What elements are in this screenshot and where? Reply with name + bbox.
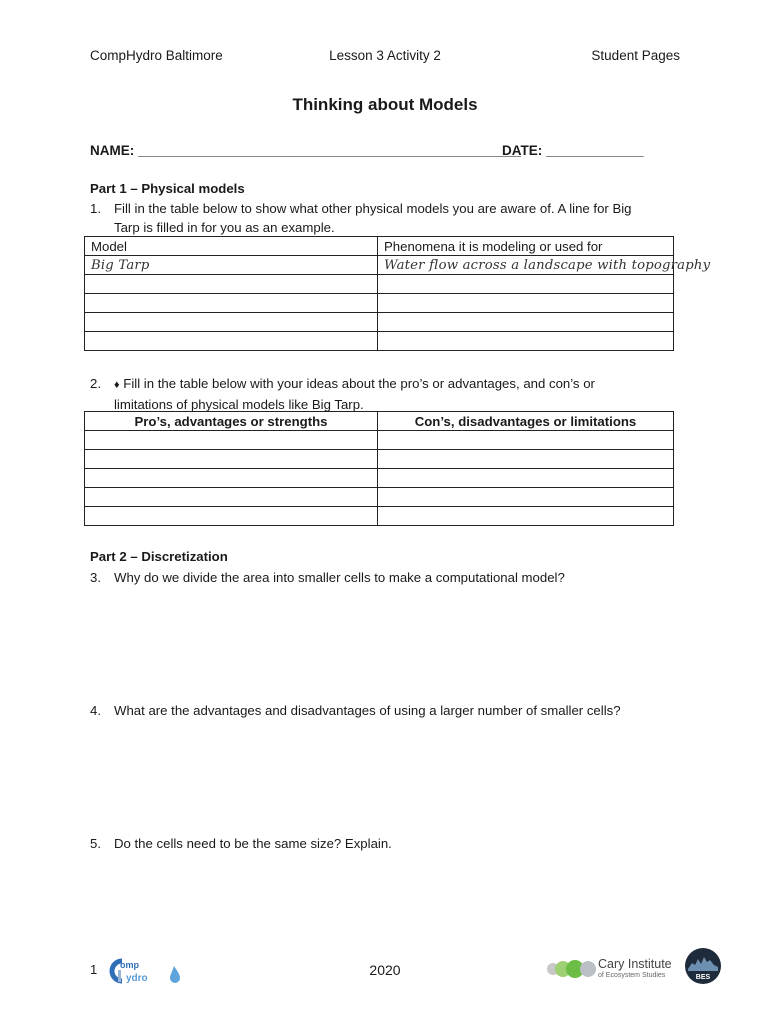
question-number: 5. [90,836,101,851]
question-text: What are the advantages and disadvantages of using a larger number of smaller cells? [114,703,621,718]
question-2 [90,374,690,414]
column-header: Model [85,237,378,256]
column-header: Pro’s, advantages or strengths [85,412,378,431]
name-field[interactable]: NAME: ___________________________________________________ [90,143,521,158]
header-left: CompHydro Baltimore [90,48,223,63]
bes-logo [684,947,722,985]
table-row [85,469,674,488]
table-cell[interactable] [85,431,378,450]
question-text-cont: limitations of physical models like Big Tarp. [114,397,364,412]
column-header: Phenomena it is modeling or used for [378,237,674,256]
question-number: 3. [90,570,101,585]
question-text-cont: Tarp is filled in for you as an example. [114,220,335,235]
header-right: Student Pages [591,48,680,63]
question-text: Fill in the table below to show what other physical models you are aware of. A line for Big [114,201,632,216]
question-text: Fill in the table below with your ideas about the pro’s or advantages, and con’s or [123,376,595,391]
table-cell[interactable] [378,469,674,488]
table-cell[interactable] [378,332,674,351]
table-cell[interactable] [85,275,378,294]
page-title: Thinking about Models [292,95,478,114]
table-cell[interactable] [378,431,674,450]
question-3 [90,568,565,587]
cary-institute-logo [545,955,675,983]
question-text: Why do we divide the area into smaller cells to make a computational model? [114,570,565,585]
question-number: 2. [90,376,101,391]
table-row [85,488,674,507]
table-cell[interactable] [85,450,378,469]
svg-text:ydro: ydro [126,973,148,984]
question-text: Do the cells need to be the same size? Explain. [114,836,392,851]
cary-logo-subtitle: of Ecosystem Studies [598,972,666,979]
table-cell[interactable] [378,507,674,526]
question-number: 1. [90,201,101,216]
column-header: Con’s, disadvantages or limitations [378,412,674,431]
table-row [85,332,674,351]
table-cell[interactable] [378,313,674,332]
cary-logo-title: Cary Institute [598,957,672,971]
table-row [85,507,674,526]
table-cell[interactable] [378,294,674,313]
question-number: 4. [90,703,101,718]
bes-logo-text: BES [695,974,711,981]
table-cell[interactable]: Water flow across a landscape with topography [378,256,674,275]
question-5 [90,834,392,853]
table-cell[interactable] [85,469,378,488]
table-row [85,431,674,450]
table-cell[interactable] [85,332,378,351]
table-row [85,313,674,332]
question-1 [90,199,690,237]
table-cell[interactable] [378,275,674,294]
table-cell[interactable] [378,450,674,469]
table-cell[interactable] [85,488,378,507]
part1-heading: Part 1 – Physical models [90,181,245,196]
part2-heading: Part 2 – Discretization [90,549,228,564]
droplet-icon: ♦ [114,379,120,391]
page-number: 1 [90,962,98,977]
svg-text:omp: omp [120,960,139,970]
table-row [85,256,674,275]
header-center: Lesson 3 Activity 2 [329,48,441,63]
table-header-row [85,412,674,431]
footer-year: 2020 [369,962,401,978]
table-row [85,294,674,313]
question-4 [90,701,621,720]
table-cell[interactable] [378,488,674,507]
table-row [85,450,674,469]
table-row [85,275,674,294]
table-cell[interactable] [85,507,378,526]
table-header-row [85,237,674,256]
table-cell[interactable] [85,294,378,313]
table-cell[interactable] [85,313,378,332]
table-cell[interactable]: Big Tarp [85,256,378,275]
physical-models-table [84,236,711,351]
pros-cons-table [84,411,674,526]
date-field[interactable]: DATE: _____________ [502,143,644,158]
